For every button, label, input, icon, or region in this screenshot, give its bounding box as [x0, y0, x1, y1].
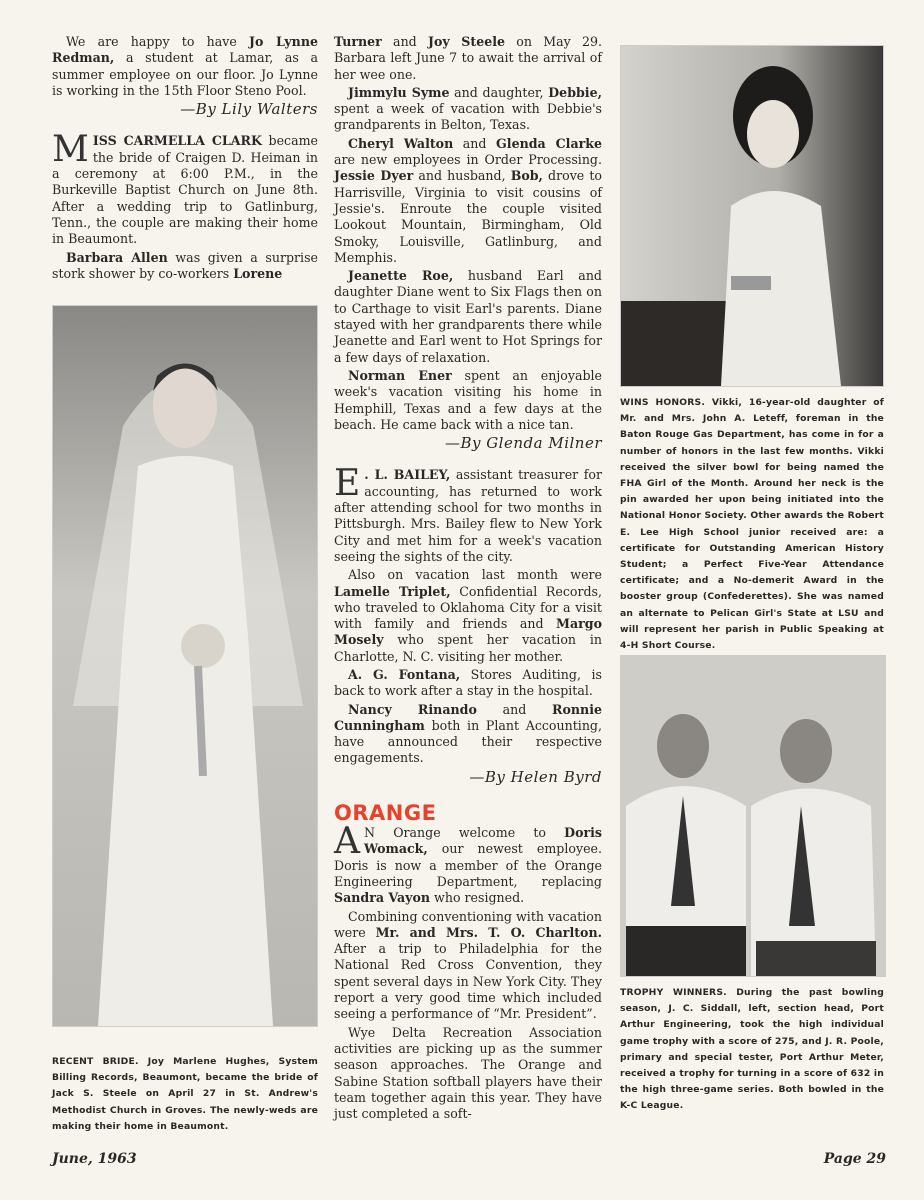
- text-run: drove to Harrisville, Virginia to visit cousins of Jessie's. Enroute the couple visited Lookout Mountain, Birmingham, Old Smoky, Louisville, Gatlinburg, and Memphis.: [334, 168, 602, 265]
- name-highlight: Norman Ener: [348, 367, 452, 383]
- text-run: Wye Delta Recreation Association activities are picking up as the summer season approaches. The Orange and Sabine Station softball players have their team together again this year. They have just completed a soft-: [334, 1024, 602, 1122]
- page-number: Page 29: [823, 1151, 886, 1167]
- byline: —By Glenda Milner: [444, 434, 602, 453]
- text-run: are new employees in Order Processing.: [334, 152, 602, 168]
- paragraph: [334, 702, 602, 767]
- name-highlight: Ronnie Cunningham: [334, 701, 602, 733]
- text-run: Also on vacation last month were: [348, 567, 602, 583]
- name-highlight: Jessie Dyer: [334, 168, 414, 184]
- text-run: We are happy to have: [66, 34, 250, 49]
- text-run: a student at Lamar, as a summer employee on our floor. Jo Lynne is working in the 15th Floor Steno Pool.: [52, 50, 318, 98]
- paragraph: [334, 1025, 602, 1123]
- name-highlight: Doris Womack,: [364, 825, 602, 857]
- trophy-photo: [620, 655, 886, 977]
- drop-cap: A: [334, 821, 360, 863]
- name-highlight: Debbie,: [548, 84, 602, 100]
- text-run: husband Earl and daughter Diane went to Six Flags then on to Carthage to visit Earl's parents. Diane stayed with her grandparents there while Jeanette and Earl went to Hot Springs for a few days of relaxation.: [334, 268, 602, 365]
- name-highlight: Jeanette Roe,: [348, 268, 454, 284]
- honors-caption: WINS HONORS. Vikki, 16-year-old daughter of Mr. and Mrs. John A. Leteff, foreman in the Baton Rouge Gas Department, has come in for a number of honors in the last few months. Vikki received the silver bowl for being named the FHA Girl of the Month. Around her neck is the pin awarded her upon being initiated into the National Honor Society. Other awards the Robert E. Lee High School junior received are: a certificate for Outstanding American History Student; a Perfect Five-Year Attendance certificate; and a No-demerit Award in the booster group (Confederettes). She was named an alternate to Pelican Girl's State at LSU and will represent her parish in Public Speaking at 4-H Short Course.: [620, 397, 884, 652]
- paragraph: [334, 567, 602, 665]
- name-highlight: Glenda Clarke: [496, 135, 602, 151]
- drop-cap: E: [334, 463, 361, 505]
- text-run: and: [453, 135, 497, 151]
- drop-cap: M: [52, 129, 89, 171]
- text-run: assistant treasurer for accounting, has returned to work after attending school for two months in Pittsburgh. Mrs. Bailey flew to New York City and met him for a week's vacation seeing the sights of the city.: [334, 467, 602, 564]
- paragraph: [334, 268, 602, 366]
- name-highlight: ISS CARMELLA CLARK: [92, 133, 262, 149]
- name-highlight: Barbara Allen: [66, 249, 168, 265]
- paragraph: [334, 136, 602, 266]
- text-run: became the bride of Craigen D. Heiman in a ceremony at 6:00 P.M., in the Burkeville Baptist Church on June 8th. After a wedding trip to Gatlinburg, Tenn., the couple are making their home in Beaumont.: [52, 133, 318, 247]
- name-highlight: Jo Lynne Redman,: [52, 34, 318, 66]
- text-run: Stores Auditing, is back to work after a stay in the hospital.: [334, 666, 602, 699]
- name-highlight: Turner: [334, 34, 382, 49]
- text-run: Confidential Records, who traveled to Oklahoma City for a visit with family and friends and: [334, 583, 603, 632]
- issue-date: June, 1963: [52, 1151, 137, 1167]
- byline: —By Lily Walters: [180, 100, 318, 119]
- text-run: our newest employee. Doris is now a member of the Orange Engineering Department, replacing: [334, 841, 602, 889]
- column-2: [334, 34, 602, 1124]
- trophy-winners-silhouette: [621, 656, 885, 976]
- name-highlight: Mr. and Mrs. T. O. Charlton.: [375, 924, 602, 940]
- name-highlight: Lamelle Triplet,: [334, 583, 451, 599]
- text-run: N Orange welcome to: [364, 825, 565, 841]
- paragraph: [52, 129, 318, 247]
- honors-photo: [620, 45, 884, 387]
- byline: —By Helen Byrd: [469, 767, 602, 786]
- text-run: and: [476, 701, 553, 717]
- trophy-caption: TROPHY WINNERS. During the past bowling season, J. C. Siddall, left, section head, Port Arthur Engineering, took the high individual game trophy with a score of 275, and J. R. Poole, primary and special tester, Port Arthur Meter, received a trophy for turning in a score of 632 in the high three-game series. Both bowled in the K-C League.: [620, 987, 884, 1112]
- paragraph: [334, 821, 602, 906]
- text-run: on May 29. Barbara left June 7 to await the arrival of her wee one.: [334, 34, 603, 82]
- name-highlight: Jimmylu Syme: [348, 84, 450, 100]
- name-highlight: Cheryl Walton: [348, 135, 454, 151]
- name-highlight: A. G. Fontana,: [348, 666, 461, 682]
- paragraph: [334, 85, 602, 134]
- paragraph: [334, 667, 602, 700]
- text-run: who resigned.: [430, 890, 525, 906]
- text-run: Combining conventioning with vacation were: [334, 908, 602, 940]
- text-run: and: [381, 34, 428, 49]
- paragraph: [334, 909, 602, 1023]
- bride-silhouette: [53, 306, 317, 1026]
- paragraph: [334, 34, 602, 83]
- bride-caption: RECENT BRIDE. Joy Marlene Hughes, System Billing Records, Beaumont, became the bride of Jack S. Steele on April 27 in St. Andrew's Methodist Church in Groves. The newly-weds are making their home in Beaumont.: [52, 1056, 318, 1132]
- name-highlight: Sandra Vayon: [334, 890, 431, 906]
- bride-photo: [52, 305, 318, 1027]
- paragraph: [334, 463, 602, 565]
- name-highlight: . L. BAILEY,: [364, 467, 451, 483]
- paragraph: [334, 368, 602, 433]
- name-highlight: Joy Steele: [427, 34, 506, 49]
- name-highlight: Nancy Rinando: [348, 701, 477, 717]
- section-heading: ORANGE: [334, 801, 437, 826]
- text-run: After a trip to Philadelphia for the National Red Cross Convention, they spent several days in New York City. They report a very good time which included seeing a performance of “Mr. President”.: [334, 941, 602, 1022]
- column-1: [52, 34, 318, 284]
- name-highlight: Margo Mosely: [334, 616, 602, 648]
- text-run: and husband,: [413, 168, 511, 184]
- name-highlight: Bob,: [510, 168, 543, 184]
- text-run: who spent her vacation in Charlotte, N. C. visiting her mother.: [334, 632, 602, 664]
- text-run: spent a week of vacation with Debbie's grandparents in Belton, Texas.: [334, 101, 602, 133]
- vikki-silhouette: [621, 46, 883, 386]
- paragraph: [52, 34, 318, 99]
- text-run: both in Plant Accounting, have announced their respective engagements.: [334, 717, 602, 766]
- name-highlight: Lorene: [233, 265, 283, 281]
- paragraph: [52, 250, 318, 283]
- text-run: spent an enjoyable week's vacation visiting his home in Hemphill, Texas and a few days at the beach. He came back with a nice tan.: [334, 367, 602, 432]
- text-run: was given a surprise stork shower by co-workers: [52, 249, 318, 281]
- text-run: and daughter,: [449, 84, 549, 100]
